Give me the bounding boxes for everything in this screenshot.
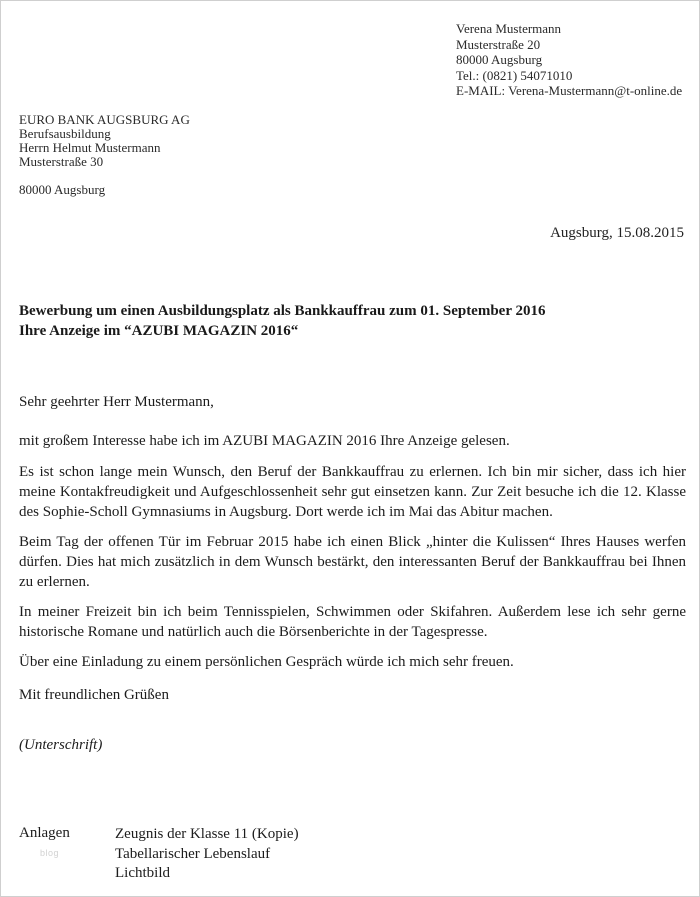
attachment-item: Zeugnis der Klasse 11 (Kopie) (115, 826, 299, 842)
sender-street: Musterstraße 20 (456, 36, 541, 52)
recipient-company: EURO BANK AUGSBURG AG (19, 112, 190, 127)
attachments-list (115, 825, 299, 884)
body-paragraph: Es ist schon lange mein Wunsch, den Beruf der Bankkauffrau zu erlernen. Ich bin mir sicher, dass ich hier meine Kontakfreudigkeit und Aufgeschlossenheit sehr gut einsetzen kann. Zur Zeit besuche ich die 12. Klasse des Sophie-Scholl Gymnasiums in Augsburg. Dort werde ich im Mai das Abitur machen. (19, 464, 686, 520)
recipient-address-block (19, 113, 190, 197)
letter-body (19, 431, 686, 682)
body-paragraph: In meiner Freizeit bin ich beim Tennisspielen, Schwimmen oder Skifahren. Außerdem lese ich sehr gerne historische Romane und natürlich auch die Börsenberichte in der Tagespresse. (19, 604, 686, 640)
attachment-item: Lichtbild (115, 865, 170, 881)
sender-city: 80000 Augsburg (456, 52, 543, 67)
body-paragraph: mit großem Interesse habe ich im AZUBI MAGAZIN 2016 Ihre Anzeige gelesen. (19, 433, 510, 449)
recipient-city: 80000 Augsburg (19, 182, 106, 197)
subject-line-1: Bewerbung um einen Ausbildungsplatz als Bankkauffrau zum 01. September 2016 (19, 303, 546, 319)
watermark: blog (40, 848, 60, 858)
attachments-label: Anlagen (19, 825, 70, 841)
sender-address-block (456, 21, 682, 99)
recipient-street: Musterstraße 30 (19, 154, 104, 169)
subject-line-2: Ihre Anzeige im “AZUBI MAGAZIN 2016“ (19, 323, 299, 339)
body-paragraph: Beim Tag der offenen Tür im Februar 2015 habe ich einen Blick „hinter die Kulissen“ Ihres Hauses werfen dürfen. Dies hat mich zusätzlich in dem Wunsch bestärkt, den interessanten Beruf der Bankkauffrau bei Ihnen zu erlernen. (19, 534, 686, 590)
sender-phone: Tel.: (0821) 54071010 (456, 67, 573, 83)
closing: Mit freundlichen Grüßen (19, 687, 169, 703)
attachment-item: Tabellarischer Lebenslauf (115, 845, 271, 862)
salutation: Sehr geehrter Herr Mustermann, (19, 394, 214, 410)
sender-email: E-MAIL: Verena-Mustermann@t-online.de (456, 83, 683, 98)
subject-block (19, 301, 545, 341)
letter-date: Augsburg, 15.08.2015 (550, 225, 684, 241)
body-paragraph: Über eine Einladung zu einem persönlichen Gespräch würde ich mich sehr freuen. (19, 654, 514, 670)
sender-name: Verena Mustermann (456, 21, 562, 36)
recipient-contact: Herrn Helmut Mustermann (19, 140, 161, 155)
signature-placeholder: (Unterschrift) (19, 737, 103, 753)
recipient-department: Berufsausbildung (19, 126, 111, 141)
